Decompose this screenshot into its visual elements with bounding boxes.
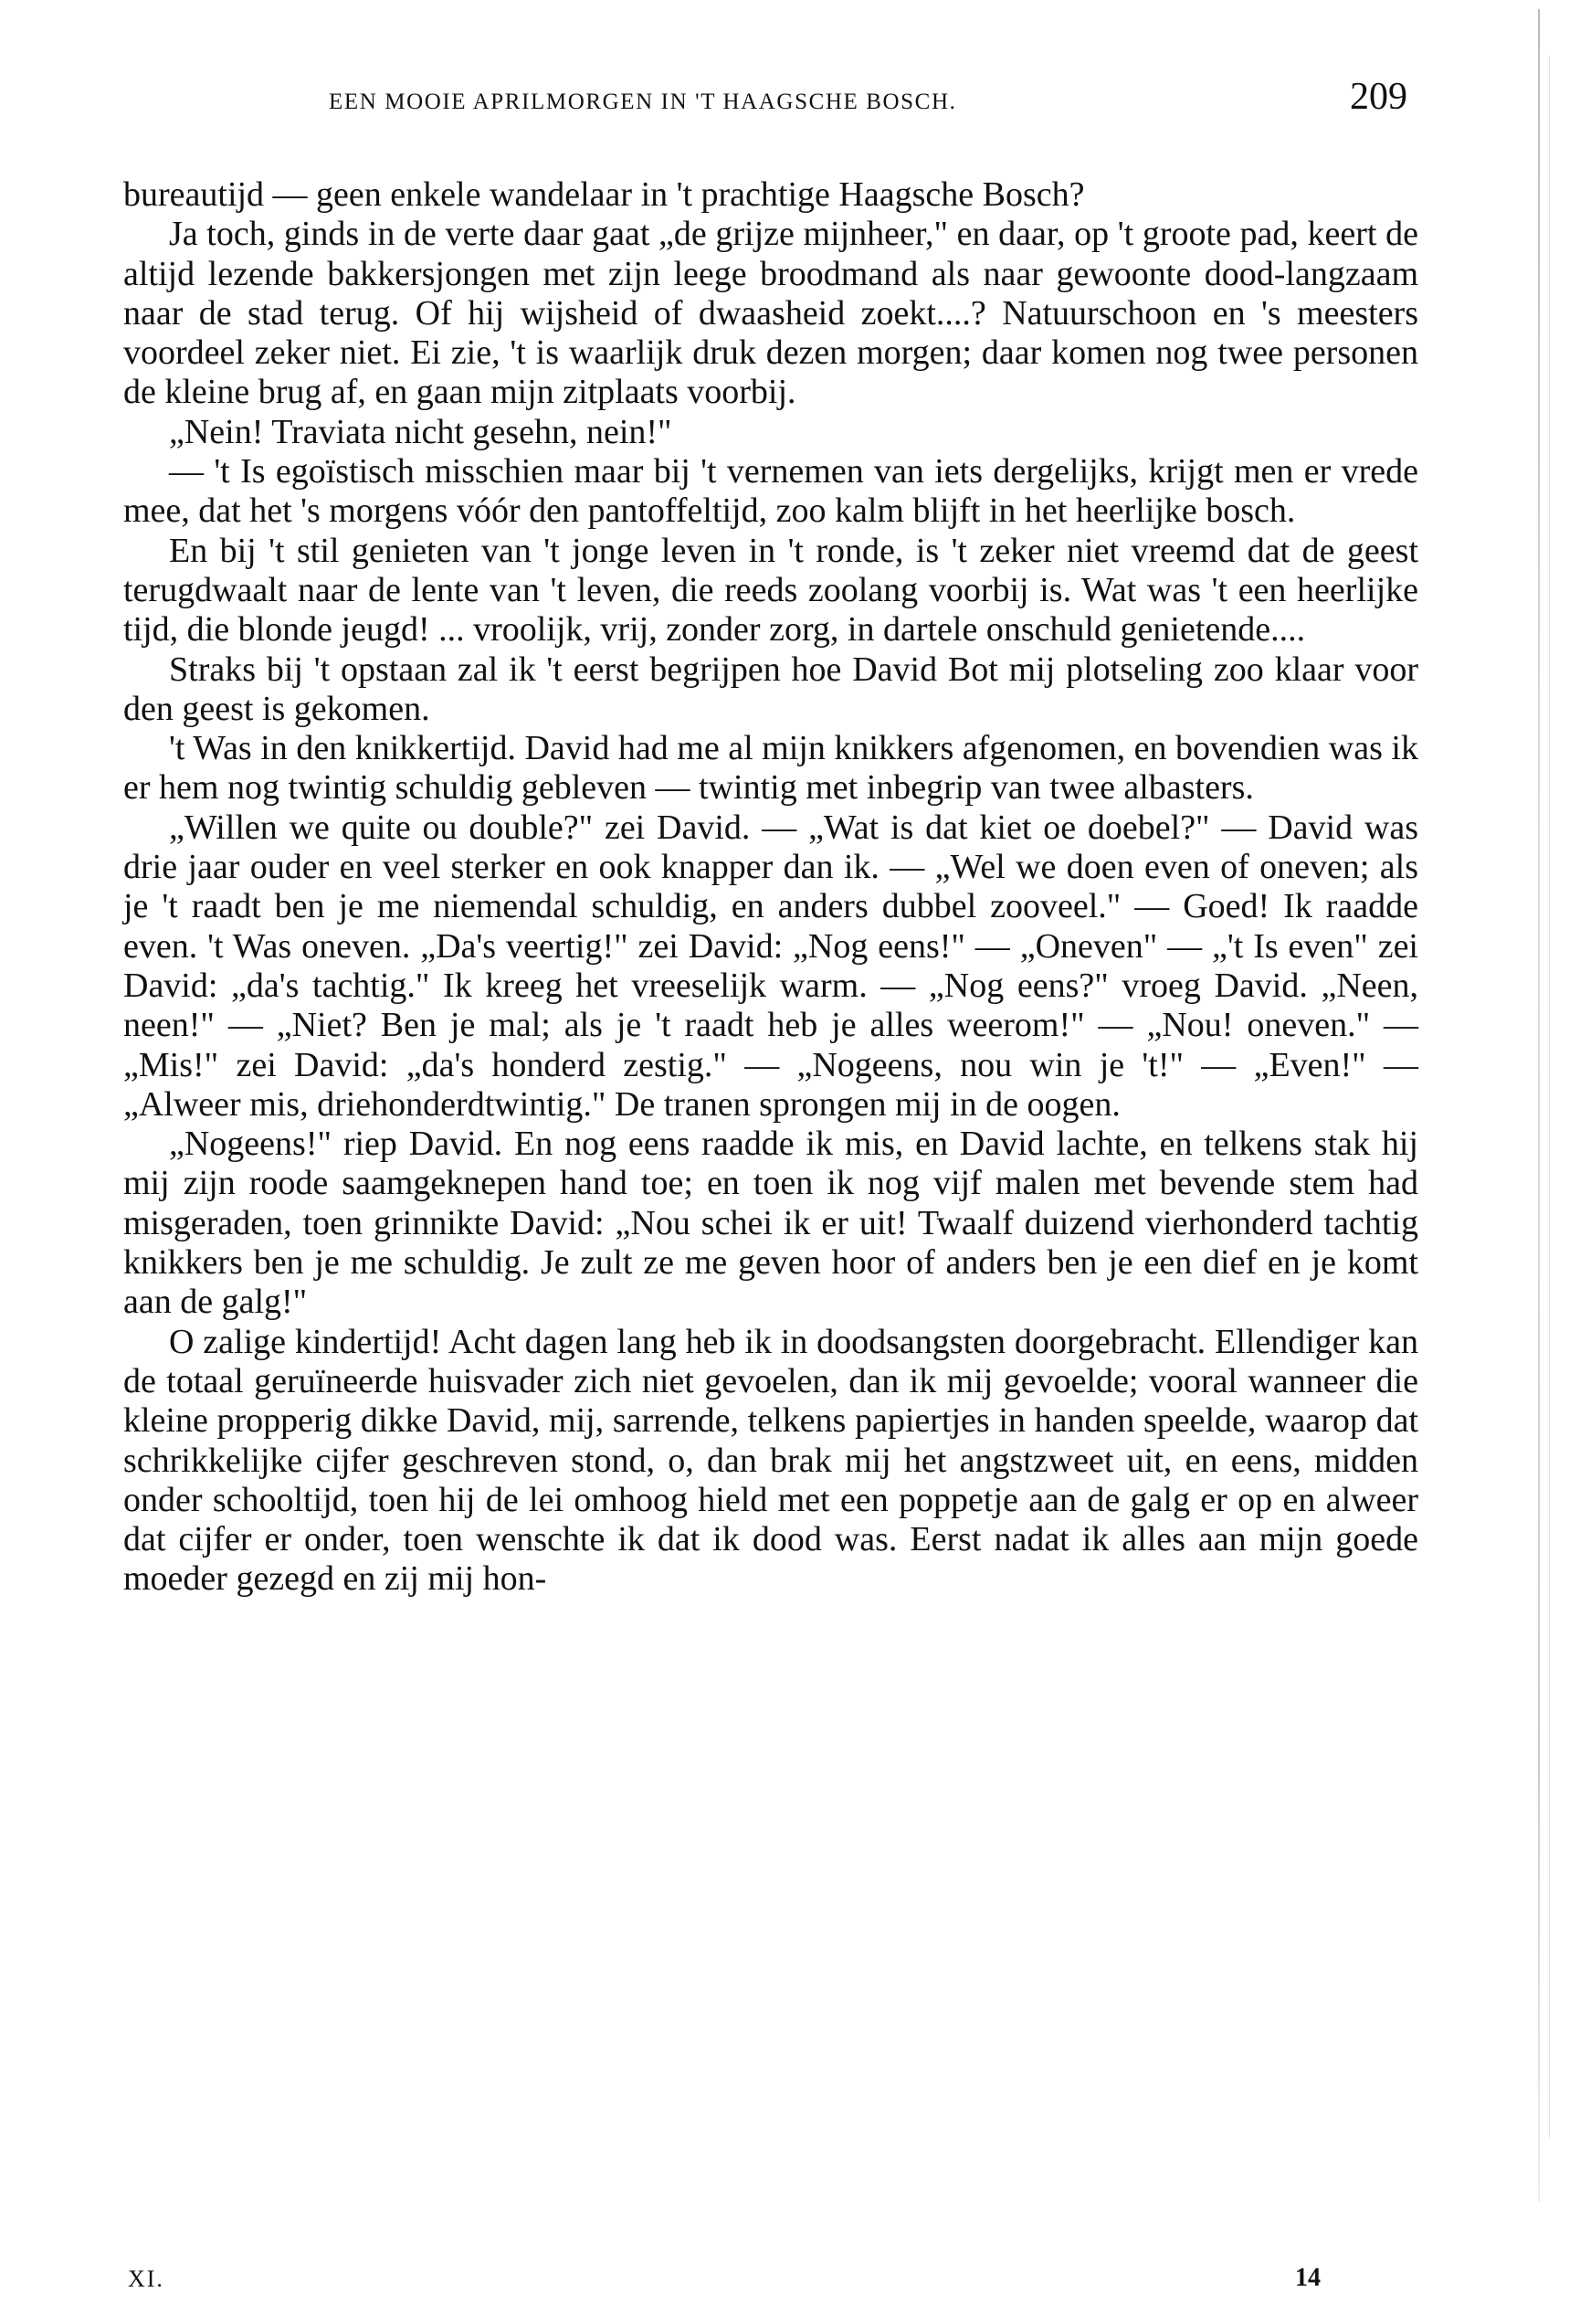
page-edge-line-secondary [1549, 55, 1550, 2138]
paragraph: Straks bij 't opstaan zal ik 't eerst begrijpen hoe David Bot mij plotseling zoo klaar voor den geest is gekomen. [123, 650, 1418, 728]
paragraph: „Nein! Traviata nicht gesehn, nein!" [169, 412, 672, 451]
running-head-title: EEN MOOIE APRILMORGEN IN 'T HAAGSCHE BOSCH. [329, 90, 957, 114]
gathering-signature: XI. [128, 2266, 164, 2292]
paragraph: 't Was in den knikkertijd. David had me al mijn knikkers afgenomen, en bovendien was ik er hem nog twintig schuldig gebleven — twintig met inbegrip van twee albasters. [123, 729, 1418, 808]
page-edge-line [1538, 9, 1540, 2202]
paragraph: Ja toch, ginds in de verte daar gaat „de grijze mijnheer," en daar, op 't groote pad, keert de altijd lezende bakkersjongen met zijn leege broodmand als naar gewoonte dood-langzaam naar de stad terug. Of hij wijsheid of dwaasheid zoekt....? Natuurschoon en 's meesters voordeel zeker niet. Ei zie, 't is waarlijk druk dezen morgen; daar komen nog twee personen de kleine brug af, en gaan mijn zitplaats voorbij. [123, 215, 1418, 412]
paragraph: O zalige kindertijd! Acht dagen lang heb ik in doodsangsten doorgebracht. Ellendiger kan de totaal geruïneerde huisvader zich niet gevoelen, dan ik mij gevoelde; vooral wanneer die kleine propperig dikke David, mij, sarrende, telkens papiertjes in handen speelde, waarop dat schrikkelijke cijfer geschreven stond, o, dan brak mij het angstzweet uit, en eens, midden onder schooltijd, toen hij de lei omhoog hield met een poppetje aan de galg er op en alweer dat cijfer er onder, toen wenschte ik dat ik dood was. Eerst nadat ik alles aan mijn goede moeder gezegd en zij mij hon- [123, 1322, 1418, 1599]
paragraph: En bij 't stil genieten van 't jonge leven in 't ronde, is 't zeker niet vreemd dat de geest terugdwaalt naar de lente van 't leven, die reeds zoolang voorbij is. Wat was 't een heerlijke tijd, die blonde jeugd! ... vroolijk, vrij, zonder zorg, in dartele onschuld genietende.... [123, 531, 1418, 650]
body-text [123, 175, 1418, 1600]
paragraph: „Nogeens!" riep David. En nog eens raadde ik mis, en David lachte, en telkens stak hij mij zijn roode saamgeknepen hand toe; en toen ik nog vijf malen met bevende stem had misgeraden, toen grinnikte David: „Nou schei ik er uit! Twaalf duizend vierhonderd tachtig knikkers ben je me schuldig. Je zult ze me geven hoor of anders ben je een dief en je komt aan de galg!" [123, 1125, 1418, 1322]
paragraph: bureautijd — geen enkele wandelaar in 't prachtige Haagsche Bosch? [123, 175, 1085, 214]
paragraph: „Willen we quite ou double?" zei David. — „Wat is dat kiet oe doebel?" — David was drie jaar ouder en veel sterker en ook knapper dan ik. — „Wel we doen even of oneven; als je 't raadt ben je me niemendal schuldig, en anders dubbel zooveel." — Goed! Ik raadde even. 't Was oneven. „Da's veertig!" zei David: „Nog eens!" — „Oneven" — „'t Is even" zei David: „da's tachtig." Ik kreeg het vreeselijk warm. — „Nog eens?" vroeg David. „Neen, neen!" — „Niet? Ben je mal; als je 't raadt heb je alles weerom!" — „Nou! oneven." — „Mis!" zei David: „da's honderd zestig." — „Nogeens, nou win je 't!" — „Even!" — „Alweer mis, driehonderdtwintig." De tranen sprongen mij in de oogen. [123, 808, 1418, 1124]
paragraph: — 't Is egoïstisch misschien maar bij 't vernemen van iets dergelijks, krijgt men er vrede mee, dat het 's morgens vóór den pantoffeltijd, zoo kalm blijft in het heerlijke bosch. [123, 452, 1418, 531]
sheet-number: 14 [1295, 2264, 1321, 2292]
page-number: 209 [1350, 76, 1407, 118]
